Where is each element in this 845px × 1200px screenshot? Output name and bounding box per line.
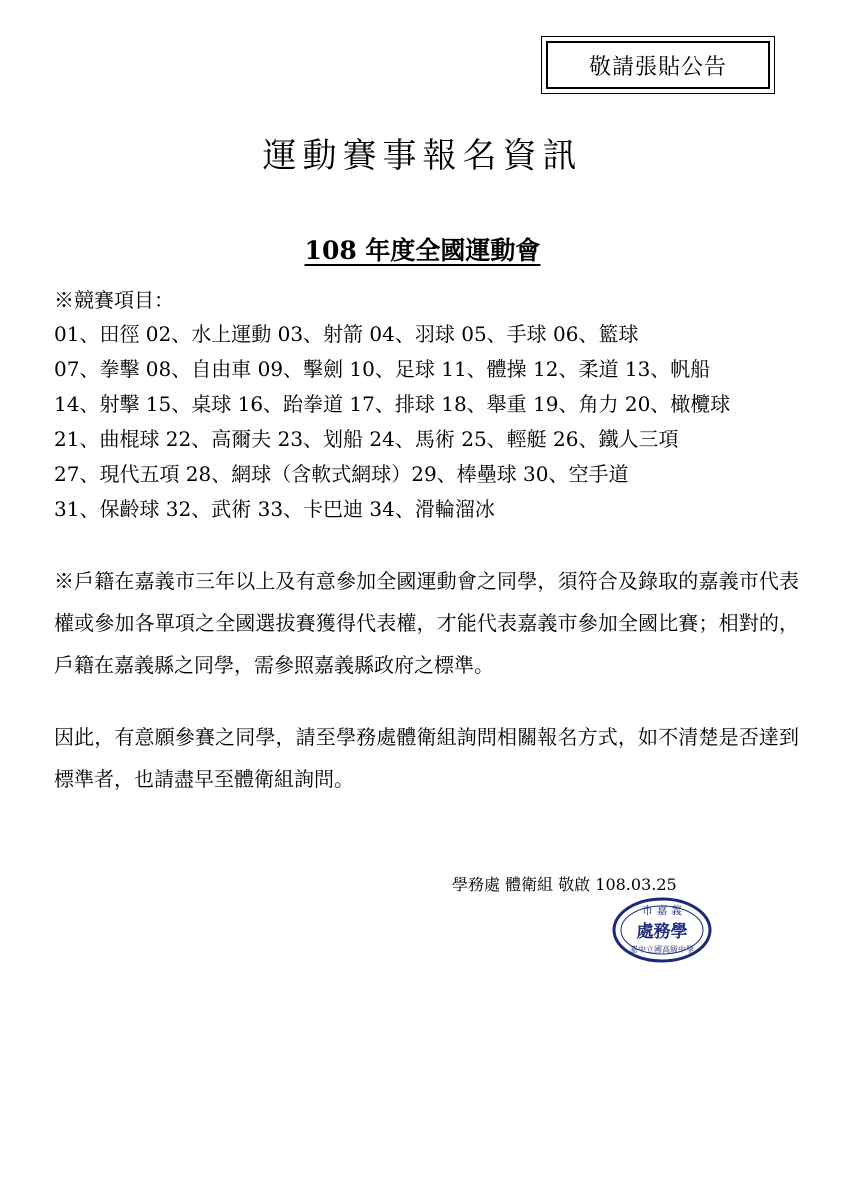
document-body <box>54 283 799 800</box>
posting-notice-label: 敬請張貼公告 <box>546 41 770 89</box>
office-seal-stamp <box>610 895 715 965</box>
items-line: 01、田徑 02、水上運動 03、射箭 04、羽球 05、手球 06、籃球 <box>54 322 639 346</box>
page-title: 運動賽事報名資訊 <box>262 136 583 176</box>
posting-notice-box <box>541 36 775 94</box>
items-line: 21、曲棍球 22、高爾夫 23、划船 24、馬術 25、輕艇 26、鐵人三項 <box>54 427 679 451</box>
inquiry-paragraph: 因此，有意願參賽之同學，請至學務處體衛組詢問相關報名方式，如不清楚是否達到標準者，也請盡早至體衛組詢問。 <box>54 725 799 791</box>
seal-center-text: 處務學 <box>636 922 688 942</box>
items-line: 07、拳擊 08、自由車 09、擊劍 10、足球 11、體操 12、柔道 13、帆船 <box>54 357 711 381</box>
event-title <box>0 231 845 267</box>
items-line: 27、現代五項 28、網球（含軟式網球）29、棒壘球 30、空手道 <box>54 462 629 486</box>
seal-bottom-text: 嘉中立國高級中學 <box>630 945 694 954</box>
items-line: 14、射擊 15、桌球 16、跆拳道 17、排球 18、舉重 19、角力 20、橄欖球 <box>54 392 731 416</box>
items-line: 31、保齡球 32、武術 33、卡巴迪 34、滑輪溜冰 <box>54 497 495 521</box>
signature-line: 學務處 體衛組 敬啟 108.03.25 <box>452 875 677 894</box>
seal-top-text: 市 嘉 義 <box>642 904 682 917</box>
event-title-text: 108 年度全國運動會 <box>304 236 541 265</box>
items-heading: ※競賽項目： <box>54 288 174 312</box>
eligibility-paragraph: ※戶籍在嘉義市三年以上及有意參加全國運動會之同學，須符合及錄取的嘉義市代表權或參加各單項之全國選拔賽獲得代表權，才能代表嘉義市參加全國比賽；相對的，戶籍在嘉義縣之同學，需參照嘉義縣政府之標準。 <box>54 569 799 677</box>
